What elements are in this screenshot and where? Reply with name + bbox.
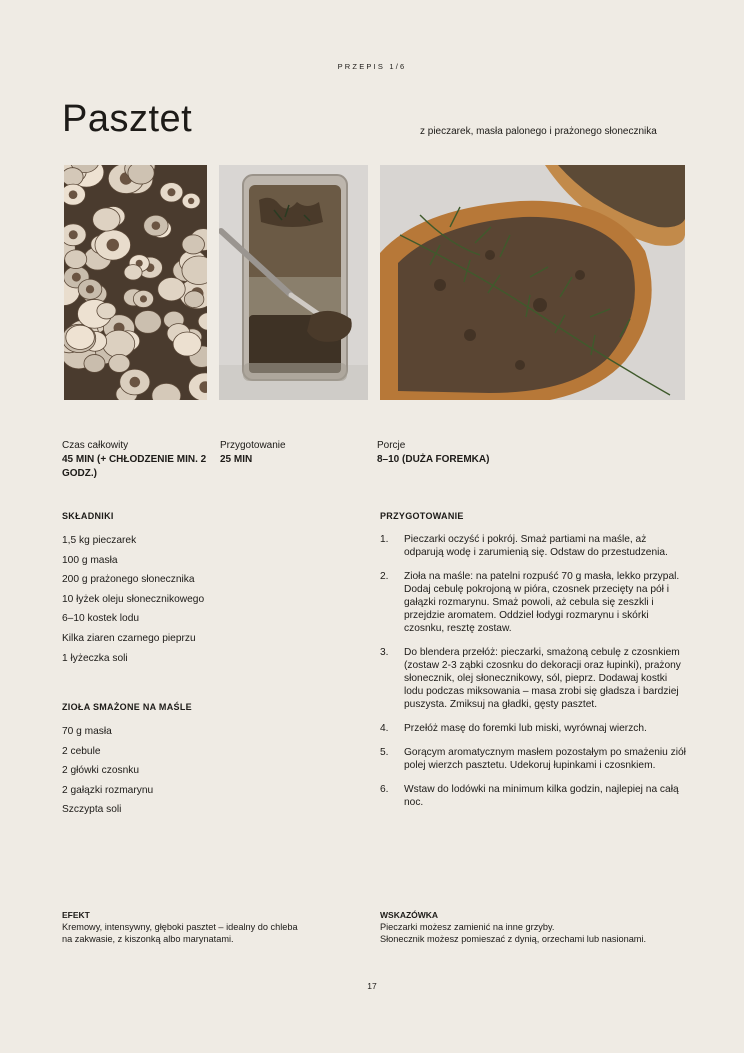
page-number: 17 (367, 981, 377, 991)
prep-time-value: 25 MIN (220, 454, 253, 465)
tips-heading: WSKAZÓWKA (380, 910, 439, 920)
step-item (380, 783, 686, 809)
recipe-subtitle: z pieczarek, masła palonego i prażonego słonecznika (420, 126, 657, 137)
step-number: 1. (380, 534, 389, 545)
list-item: 6–10 kostek lodu (62, 613, 140, 625)
servings-label: Porcje (377, 440, 406, 451)
preparation-heading: PRZYGOTOWANIE (380, 511, 464, 521)
servings-value: 8–10 (DUŻA FOREMKA) (377, 454, 490, 465)
step-item (380, 646, 686, 711)
step-text: Zioła na maśle: na patelni rozpuść 70 g masła, lekko przypal. Dodaj cebulę pokrojoną w pióra, czosnek przecięty na pół i gałązki rozmarynu. Smaż powoli, aż cebula się zeszkli i przejdzie aromatem. Oddziel łodygi rozmarynu i skórki czosnku, resztę zostaw. (404, 571, 680, 634)
total-time-label: Czas całkowity (62, 440, 129, 451)
list-item: 2 cebule (62, 745, 101, 757)
step-text: Pieczarki oczyść i pokrój. Smaż partiami na maśle, aż odparują wodę i zarumienią się. Odstaw do przestudzenia. (404, 534, 668, 558)
total-time (62, 439, 212, 481)
list-item: 1,5 kg pieczarek (62, 535, 137, 546)
step-item (380, 533, 686, 559)
list-item: 2 gałązki rozmarynu (62, 784, 154, 796)
tip-line: Pieczarki możesz zamienić na inne grzyby. (380, 922, 555, 932)
list-item: 1 łyżeczka soli (62, 652, 128, 664)
list-item: 70 g masła (62, 726, 112, 737)
ingredients-list (62, 534, 292, 671)
recipe-title: Pasztet (62, 98, 193, 140)
step-text: Przełóż masę do foremki lub miski, wyrównaj wierzch. (404, 723, 647, 734)
prep-time-label: Przygotowanie (220, 440, 286, 451)
tip-line: Słonecznik możesz pomieszać z dynią, orzechami lub nasionami. (380, 934, 647, 944)
step-text: Wstaw do lodówki na minimum kilka godzin, najlepiej na całą noc. (404, 784, 679, 808)
step-number: 3. (380, 647, 389, 658)
list-item: 200 g prażonego słonecznika (62, 574, 195, 586)
prep-time (220, 439, 360, 467)
list-item: Kilka ziaren czarnego pieprzu (62, 632, 196, 644)
pate-container-photo (219, 165, 368, 400)
servings (377, 439, 577, 467)
recipe-counter: PRZEPIS 1/6 (337, 62, 407, 71)
effect-heading: EFEKT (62, 910, 90, 920)
list-item: Szczypta soli (62, 804, 122, 816)
preparation-steps (380, 533, 686, 809)
step-item (380, 570, 686, 635)
list-item: 2 główki czosnku (62, 765, 140, 777)
pate-bread-photo (380, 165, 685, 400)
list-item: 10 łyżek oleju słonecznikowego (62, 593, 205, 605)
step-text: Gorącym aromatycznym masłem pozostałym po smażeniu ziół polej wierzch pasztetu. Udekoruj łupinkami i czosnkiem. (404, 747, 686, 771)
list-item: 100 g masła (62, 554, 118, 566)
tips-text (380, 921, 690, 945)
total-time-value: 45 MIN (+ CHŁODZENIE MIN. 2 GODZ.) (62, 454, 207, 479)
step-number: 2. (380, 571, 389, 582)
step-text: Do blendera przełóż: pieczarki, smażoną cebulę z czosnkiem (zostaw 2-3 ząbki czosnku do dekoracji oraz łupinki), prażony słonecznik, olej słonecznikowy, sól, pieprz. Dodawaj kostki lodu podczas miksowania – masa zrobi się gładsza i bardziej puszysta. Zmiksuj na gładki, gęsty pasztet. (404, 647, 681, 710)
step-item (380, 722, 686, 735)
herbs-heading: ZIOŁA SMAŻONE NA MAŚLE (62, 702, 192, 712)
step-number: 5. (380, 747, 389, 758)
step-number: 6. (380, 784, 389, 795)
mushrooms-photo (64, 165, 207, 400)
ingredients-heading: SKŁADNIKI (62, 511, 114, 521)
step-number: 4. (380, 723, 389, 734)
step-item (380, 746, 686, 772)
effect-text: Kremowy, intensywny, głęboki pasztet – idealny do chleba na zakwasie, z kiszonką albo marynatami. (62, 922, 298, 944)
herbs-list (62, 725, 292, 823)
